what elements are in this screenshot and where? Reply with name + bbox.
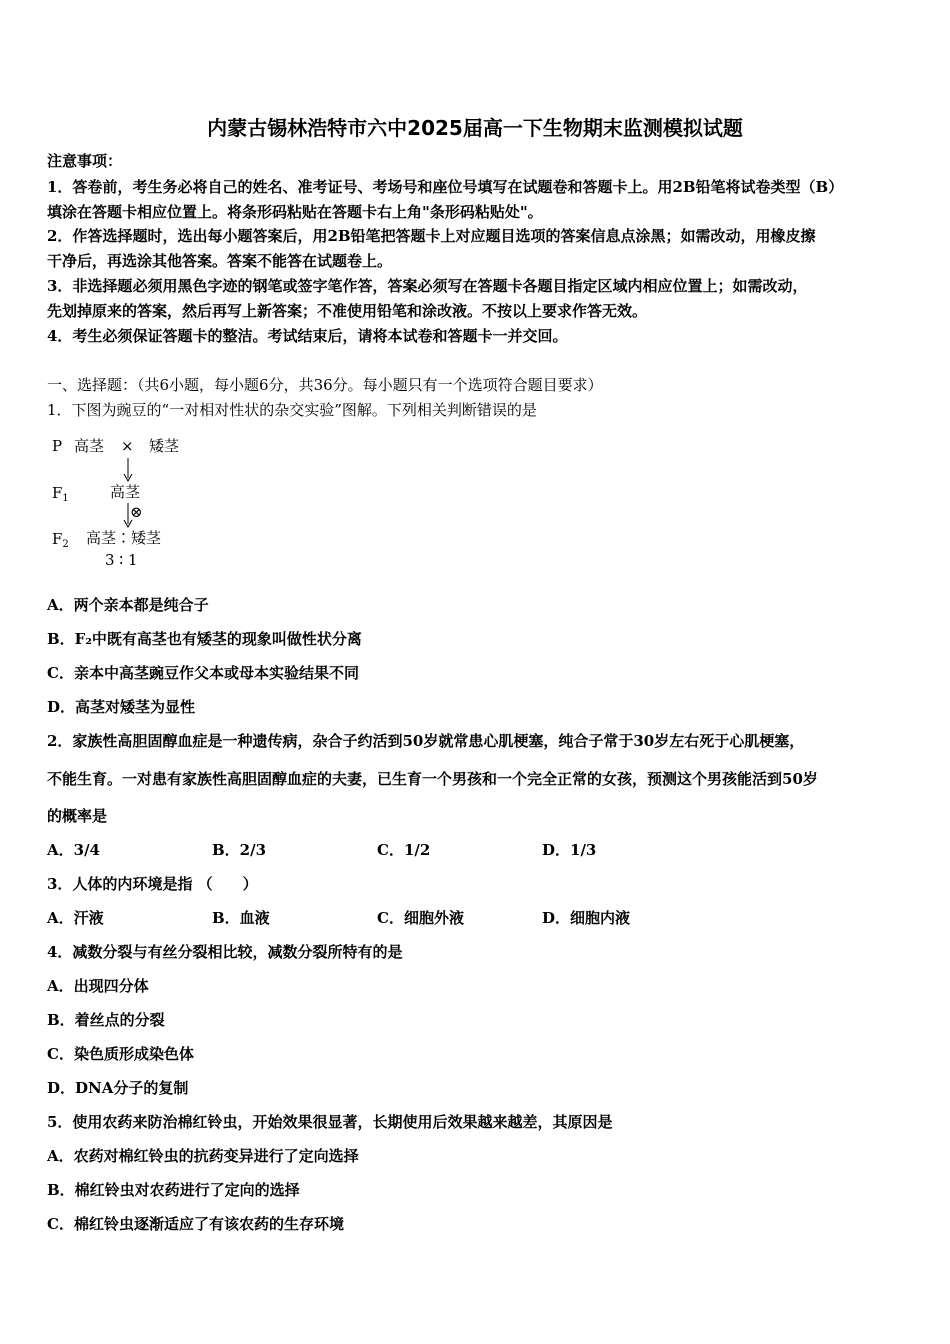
cross-diagram <box>48 430 208 575</box>
question-2-stem: 的概率是 <box>47 807 108 825</box>
section-heading: 一、选择题：（共6小题，每小题6分，共36分。每小题只有一个选项符合题目要求） <box>47 376 603 394</box>
selfing-symbol: ⊗ <box>130 503 143 521</box>
question-2-stem: 不能生育。一对患有家族性高胆固醇血症的夫妻，已生育一个男孩和一个完全正常的女孩，预测这个男孩能活到50岁 <box>47 770 818 788</box>
notice-line: 干净后，再选涂其他答案。答案不能答在试题卷上。 <box>47 252 393 270</box>
option: C．棉红铃虫逐渐适应了有该农药的生存环境 <box>47 1215 344 1233</box>
option: C．1/2 <box>377 841 431 859</box>
f2-label: $F_2$ <box>52 530 69 550</box>
option: C．亲本中高茎豌豆作父本或母本实验结果不同 <box>47 664 359 682</box>
option: A．3/4 <box>47 841 100 859</box>
question-5-stem: 5．使用农药来防治棉红铃虫，开始效果很显著，长期使用后效果越来越差，其原因是 <box>47 1113 613 1131</box>
option: B．F₂中既有高茎也有矮茎的现象叫做性状分离 <box>47 630 362 648</box>
f2-ratio: 3 ∶ 1 <box>105 551 138 569</box>
f1-phenotype: 高茎 <box>110 483 141 501</box>
p-left-phenotype: 高茎 <box>74 437 105 455</box>
option: A．出现四分体 <box>47 977 149 995</box>
option: D．细胞内液 <box>542 909 631 927</box>
notice-line: 2．作答选择题时，选出每小题答案后，用2B铅笔把答题卡上对应题目选项的答案信息点涂黑；如需改动，用橡皮擦 <box>47 227 816 245</box>
page-title: 内蒙古锡林浩特市六中2025届高一下生物期末监测模拟试题 <box>207 116 743 140</box>
option: C．细胞外液 <box>377 909 464 927</box>
p-label: P <box>52 437 63 455</box>
question-1-stem: 1．下图为豌豆的“一对相对性状的杂交实验”图解。下列相关判断错误的是 <box>47 401 537 419</box>
option: D．高茎对矮茎为显性 <box>47 698 196 716</box>
option: A．农药对棉红铃虫的抗药变异进行了定向选择 <box>47 1147 359 1165</box>
p-right-phenotype: 矮茎 <box>149 437 180 455</box>
notice-line: 3．非选择题必须用黑色字迹的钢笔或签字笔作答，答案必须写在答题卡各题目指定区域内相应位置上；如需改动， <box>47 277 808 295</box>
notice-line: 4．考生必须保证答题卡的整洁。考试结束后，请将本试卷和答题卡一并交回。 <box>47 327 568 345</box>
option: B．棉红铃虫对农药进行了定向的选择 <box>47 1181 300 1199</box>
option: D．DNA分子的复制 <box>47 1079 189 1097</box>
option: A．汗液 <box>47 909 104 927</box>
cross-symbol: × <box>121 437 134 455</box>
option: B．着丝点的分裂 <box>47 1011 165 1029</box>
option: B．2/3 <box>212 841 267 859</box>
question-2-stem: 2．家族性高胆固醇血症是一种遗传病，杂合子约活到50岁就常患心肌梗塞，纯合子常于30岁左右死于心肌梗塞， <box>47 732 805 750</box>
option: A．两个亲本都是纯合子 <box>47 596 209 614</box>
notice-line: 填涂在答题卡相应位置上。将条形码粘贴在答题卡右上角"条形码粘贴处"。 <box>47 203 543 221</box>
option: C．染色质形成染色体 <box>47 1045 194 1063</box>
option: B．血液 <box>212 909 270 927</box>
f2-phenotypes: 高茎∶矮茎 <box>86 529 162 547</box>
option: D．1/3 <box>542 841 597 859</box>
notice-line: 1．答卷前，考生务必将自己的姓名、准考证号、考场号和座位号填写在试题卷和答题卡上。用2B铅笔将试卷类型（B） <box>47 178 844 196</box>
question-3-stem: 3．人体的内环境是指 （ ） <box>47 875 258 893</box>
notice-heading: 注意事项： <box>47 152 123 170</box>
f1-label: $F_1$ <box>52 484 69 504</box>
notice-line: 先划掉原来的答案，然后再写上新答案；不准使用铅笔和涂改液。不按以上要求作答无效。 <box>47 302 648 320</box>
question-4-stem: 4．减数分裂与有丝分裂相比较，减数分裂所特有的是 <box>47 943 403 961</box>
